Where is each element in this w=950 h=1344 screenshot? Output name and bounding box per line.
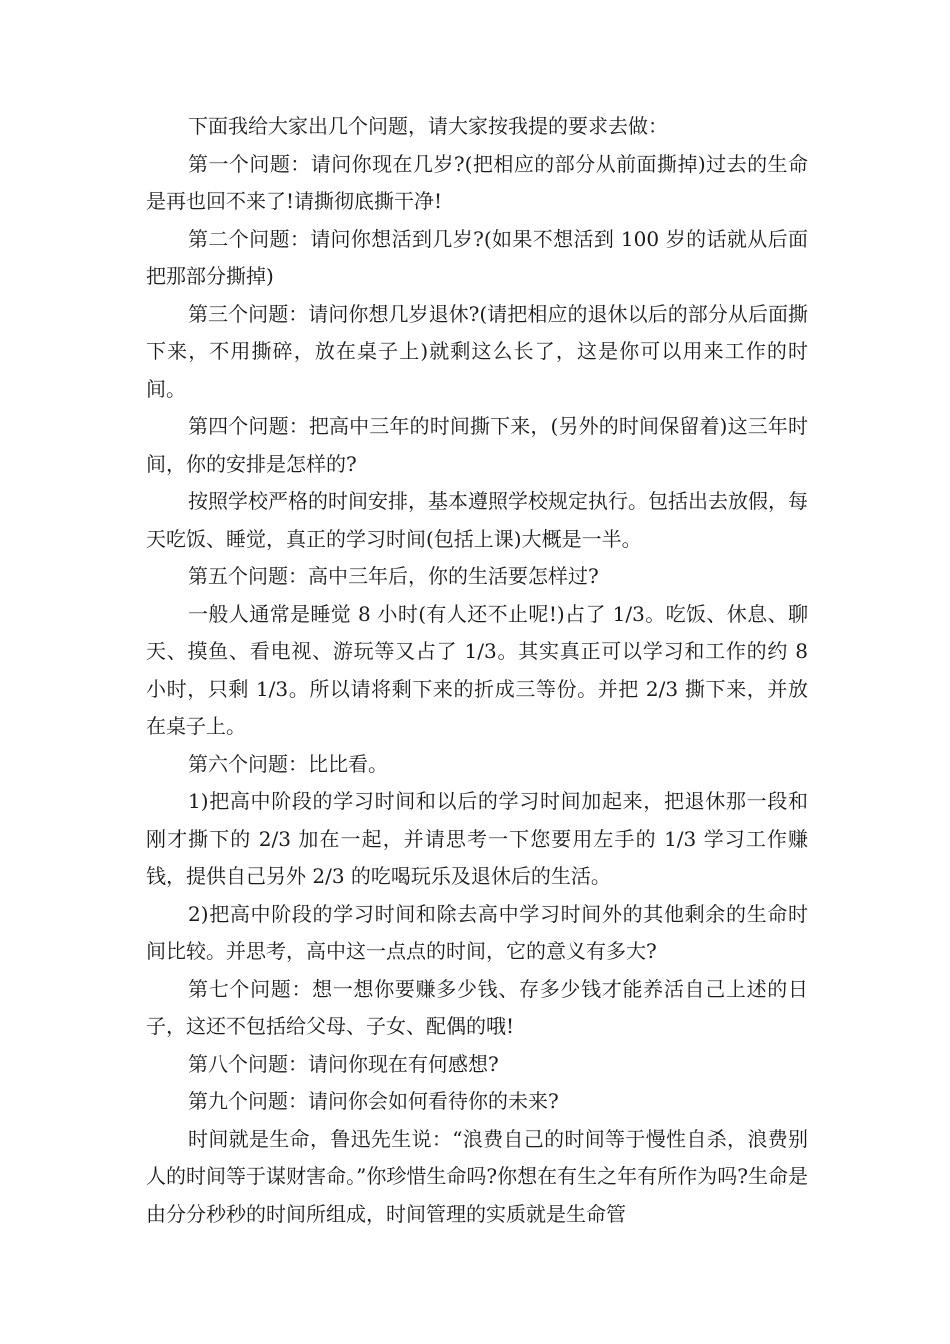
document-body — [146, 108, 808, 1233]
paragraph-question-6-part-2: 2)把高中阶段的学习时间和除去高中学习时间外的其他剩余的生命时间比较。并思考，高中这一点点的时间，它的意义有多大? — [146, 901, 808, 963]
paragraph-answer-5: 一般人通常是睡觉 8 小时(有人还不止呢!)占了 1/3。吃饭、休息、聊天、摸鱼、看电视、游玩等又占了 1/3。其实真正可以学习和工作的约 8 小时，只剩 1/3。所以请将剩下来的折成三等份。并把 2/3 撕下来，并放在桌子上。 — [146, 601, 808, 738]
paragraph-question-2: 第二个问题：请问你想活到几岁?(如果不想活到 100 岁的话就从后面把那部分撕掉) — [146, 226, 808, 288]
paragraph-question-6-part-1: 1)把高中阶段的学习时间和以后的学习时间加起来，把退休那一段和刚才撕下的 2/3 加在一起，并请思考一下您要用左手的 1/3 学习工作赚钱，提供自己另外 2/3 的吃喝玩乐及退休后的生活。 — [146, 789, 808, 888]
paragraph-question-9: 第九个问题：请问你会如何看待你的未来? — [188, 1089, 559, 1113]
paragraph-conclusion: 时间就是生命，鲁迅先生说：“浪费自己的时间等于慢性自杀，浪费别人的时间等于谋财害命。”你珍惜生命吗?你想在有生之年有所作为吗?生命是由分分秒秒的时间所组成，时间管理的实质就是生命管 — [146, 1126, 808, 1226]
paragraph-question-4: 第四个问题：把高中三年的时间撕下来，(另外的时间保留着)这三年时间，你的安排是怎样的? — [146, 414, 808, 476]
paragraph-question-7: 第七个问题：想一想你要赚多少钱、存多少钱才能养活自己上述的日子，这还不包括给父母、子女、配偶的哦! — [146, 976, 808, 1038]
paragraph-question-6: 第六个问题：比比看。 — [188, 751, 388, 776]
paragraph-question-1: 第一个问题：请问你现在几岁?(把相应的部分从前面撕掉)过去的生命是再也回不来了!请撕彻底撕干净! — [146, 151, 808, 213]
paragraph-answer-4: 按照学校严格的时间安排，基本遵照学校规定执行。包括出去放假，每天吃饭、睡觉，真正的学习时间(包括上课)大概是一半。 — [146, 489, 808, 551]
paragraph-question-8: 第八个问题：请问你现在有何感想? — [188, 1051, 499, 1076]
paragraph-question-3: 第三个问题：请问你想几岁退休?(请把相应的退休以后的部分从后面撕下来，不用撕碎，放在桌子上)就剩这么长了，这是你可以用来工作的时间。 — [146, 301, 808, 401]
paragraph-intro: 下面我给大家出几个问题，请大家按我提的要求去做： — [188, 114, 668, 138]
paragraph-question-5: 第五个问题：高中三年后，你的生活要怎样过? — [188, 564, 599, 588]
